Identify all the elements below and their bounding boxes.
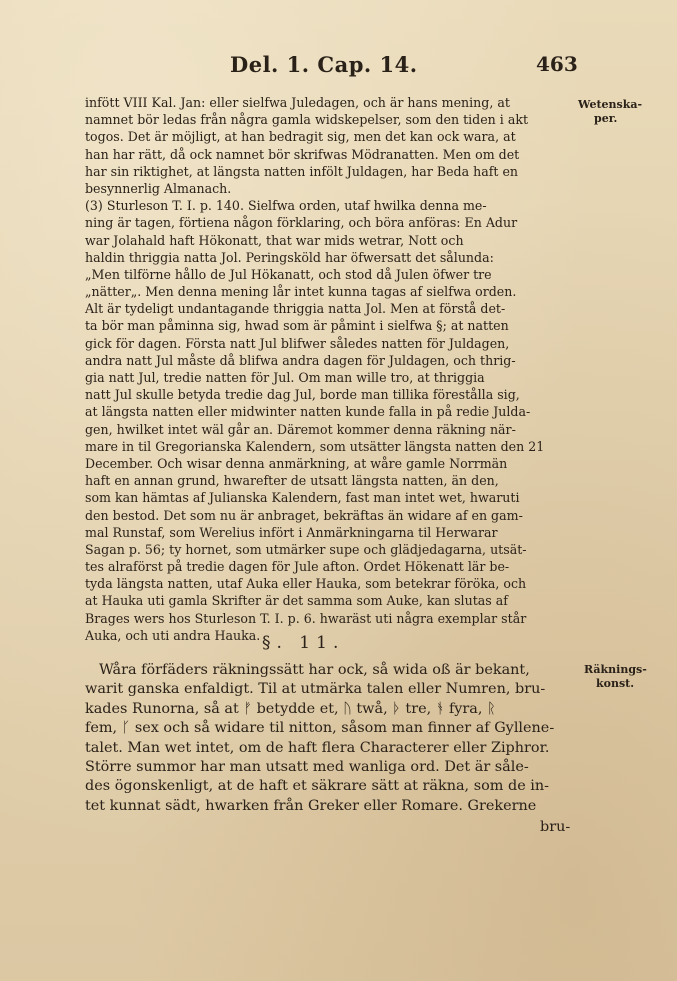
text-line: Större summor har man utsatt med wanliga ord. Det är såle- xyxy=(85,758,529,775)
text-line: besynnerlig Almanach. xyxy=(85,180,232,196)
margin-note-line: per. xyxy=(594,112,618,125)
text-line: war Jolahald haft Hökonatt, that war mids wetrar, Nott och xyxy=(85,232,464,248)
text-line: ning är tagen, förtiena någon förklaring, och böra anföras: En Adur xyxy=(85,215,518,231)
text-line: haldin thriggia natta Jol. Peringsköld har öfwersatt det sålunda: xyxy=(85,249,494,265)
text-line: som kan hämtas af Julianska Kalendern, fast man intet wet, hwaruti xyxy=(85,490,520,506)
text-line: gen, hwilket intet wäl går an. Däremot kommer denna räkning när- xyxy=(85,421,516,437)
main-paragraph xyxy=(85,661,585,816)
text-line: at Hauka uti gamla Skrifter är det samma som Auke, kan slutas af xyxy=(85,593,508,609)
text-line: at längsta natten eller midwinter natten kunde falla in på redie Julda- xyxy=(85,404,531,420)
text-line: mal Runstaf, som Werelius infört i Anmärkningarna til Herwarar xyxy=(85,524,498,540)
margin-note-wetenskaper xyxy=(578,98,642,126)
text-line: togos. Det är möjligt, at han bedragit sig, men det kan ock wara, at xyxy=(85,129,516,145)
text-line: har sin riktighet, at längsta natten infölt Juldagen, har Beda haft en xyxy=(85,163,519,179)
text-line: warit ganska enfaldigt. Til at utmärka talen eller Numren, bru- xyxy=(85,681,546,698)
text-line: tyda längsta natten, utaf Auka eller Hauka, som betekrar förökа, och xyxy=(85,576,527,592)
text-line: fem, ᚴ sex och så widare til nitton, såsom man finner af Gyllene- xyxy=(85,720,555,737)
catchword: bru- xyxy=(540,819,571,835)
text-line: han har rätt, då ock namnet bör skrifwas Mödranatten. Men om det xyxy=(85,146,520,162)
text-line: talet. Man wet intet, om de haft flera Characterer eller Ziphror. xyxy=(85,739,550,756)
text-line: infött VIII Kal. Jan: eller sielfwa Juledagen, och är hans mening, at xyxy=(85,95,510,110)
section-heading xyxy=(0,633,677,653)
text-line: ta bör man påminna sig, hwad som är påmint i sielfwa §; at natten xyxy=(85,318,509,334)
text-line: Auka, och uti andra Hauka. xyxy=(85,627,261,643)
section-title: §. 11. xyxy=(262,633,345,653)
text-line: (3) Sturleson T. I. p. 140. Sielfwa orden, utaf hwilka denna me- xyxy=(85,198,487,214)
text-line: gia natt Jul, tredie natten för Jul. Om man wille tro, at thriggia xyxy=(85,370,485,385)
running-head xyxy=(0,52,677,78)
margin-note-line: Räknings- xyxy=(584,663,647,676)
text-line: den bestod. Det som nu är anbraget, bekräftas än widare af en gam- xyxy=(85,507,523,523)
margin-note-line: Wetenska- xyxy=(578,98,643,111)
text-line: tes alraförst på tredie dagen för Jule afton. Ordet Hökenatt lär be- xyxy=(85,559,510,575)
text-line: haft en annan grund, hwarefter de utsatt längsta natten, än den, xyxy=(85,473,499,489)
text-line: Alt är tydeligt undantagande thriggia natta Jol. Men at förstå det- xyxy=(85,301,506,317)
page-number: 463 xyxy=(536,52,578,76)
text-line: December. Och wisar denna anmärkning, at wåre gamle Norrmän xyxy=(85,455,508,471)
text-line: mare in til Gregorianska Kalendern, som utsätter längsta natten den 21 xyxy=(85,438,545,454)
text-line: tet kunnat sädt, hwarken från Greker eller Romare. Grekerne xyxy=(85,797,537,814)
text-line: Brages wers hos Sturleson T. I. p. 6. hwaräst uti några exemplar står xyxy=(85,610,527,626)
text-line: natt Jul skulle betyda tredie dag Jul, borde man tillika förestålla sig, xyxy=(85,387,520,403)
text-line: „Men tilförne hållo de Jul Hökanatt, och stod då Julen öfwer tre xyxy=(85,266,492,282)
margin-note-rakningskonst xyxy=(584,663,647,691)
margin-note-line: konst. xyxy=(596,677,635,690)
text-line: Wåra förfäders räkningssätt har ock, så wida oß är bekant, xyxy=(99,662,530,678)
text-line: kades Runorna, så at ᚠ betydde et, ᚢ twå, ᚦ tre, ᚬ fyra, ᚱ xyxy=(85,700,496,717)
footnote-block xyxy=(85,94,574,644)
text-line: andra natt Jul måste då blifwa andra dagen för Juldagen, och thrig- xyxy=(85,352,516,368)
text-line: gick för dagen. Första natt Jul blifwer således natten för Juldagen, xyxy=(85,335,510,351)
text-line: „nätter„. Men denna mening lår intet kunna tagas af sielfwa orden. xyxy=(85,284,517,300)
text-line: des ögonskenligt, at de haft et säkrare sätt at räkna, som de in- xyxy=(85,778,550,795)
running-title: Del. 1. Cap. 14. xyxy=(230,52,418,77)
text-line: Sagan p. 56; ty hornet, som utmärker supe och glädjedagarna, utsät- xyxy=(85,541,527,557)
text-line: namnet bör ledas från några gamla widskepelser, som den tiden i akt xyxy=(85,112,529,128)
